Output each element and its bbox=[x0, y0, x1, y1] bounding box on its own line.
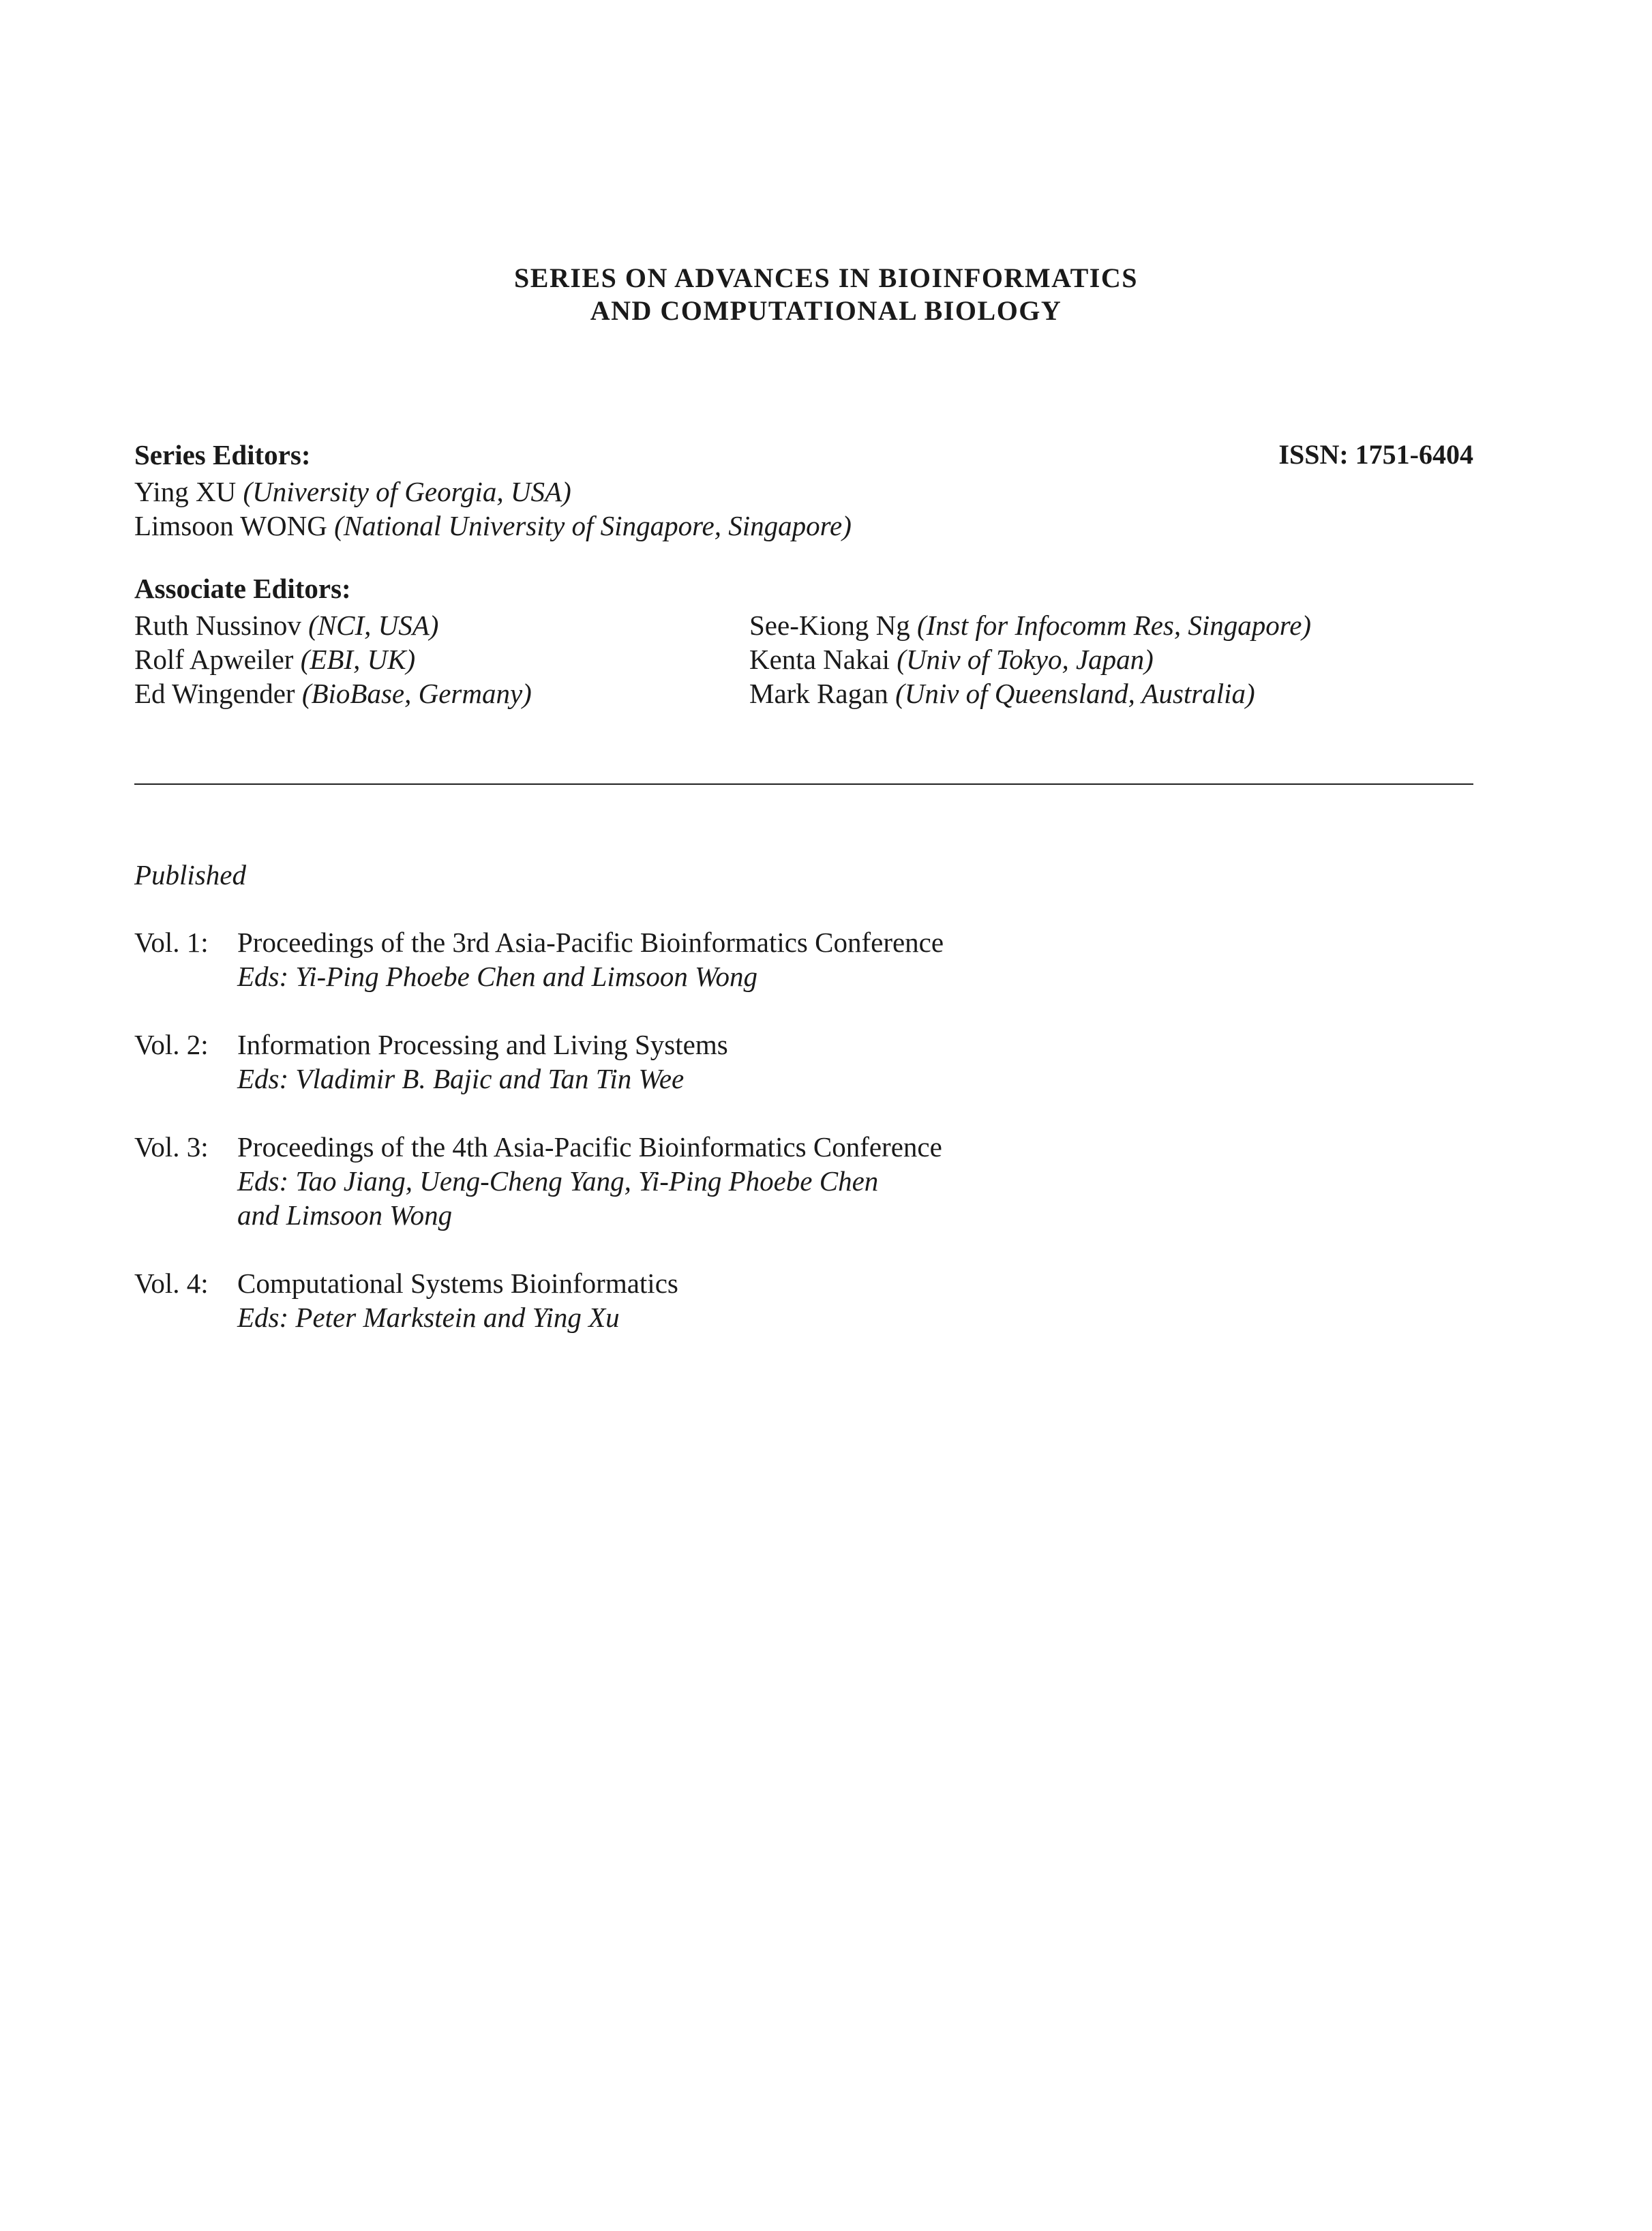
volume-number: Vol. 4: bbox=[134, 1268, 209, 1299]
associate-editor bbox=[134, 608, 532, 642]
editor-affiliation: (EBI, UK) bbox=[300, 644, 416, 675]
volume-title: Computational Systems Bioinformatics bbox=[237, 1268, 678, 1299]
editor-affiliation: (BioBase, Germany) bbox=[301, 678, 532, 709]
volume-editors-continued: and Limsoon Wong bbox=[237, 1199, 453, 1231]
volume-number: Vol. 2: bbox=[134, 1029, 209, 1060]
volume-list bbox=[134, 925, 1362, 1368]
associate-editor bbox=[749, 676, 1311, 710]
editor-name: See-Kiong Ng bbox=[749, 610, 910, 641]
volume-title: Proceedings of the 3rd Asia-Pacific Bioinformatics Conference bbox=[237, 927, 944, 958]
volume-editors: Eds: Tao Jiang, Ueng-Cheng Yang, Yi-Ping Phoebe Chen bbox=[237, 1165, 879, 1197]
series-editor bbox=[134, 475, 1473, 509]
associate-editors-right-column bbox=[749, 608, 1311, 710]
volume-entry bbox=[134, 1266, 1362, 1334]
editor-name: Ed Wingender bbox=[134, 678, 295, 709]
associate-editors-label: Associate Editors: bbox=[134, 573, 351, 604]
series-title bbox=[0, 262, 1652, 327]
editor-name: Rolf Apweiler bbox=[134, 644, 294, 675]
series-editors-list bbox=[134, 475, 1473, 543]
editors-block bbox=[134, 438, 1473, 710]
horizontal-divider bbox=[134, 783, 1473, 785]
volume-entry bbox=[134, 1130, 1362, 1232]
associate-editor bbox=[749, 642, 1311, 676]
volume-number: Vol. 3: bbox=[134, 1131, 209, 1163]
volume-editors: Eds: Peter Markstein and Ying Xu bbox=[237, 1302, 620, 1333]
associate-editor bbox=[134, 642, 532, 676]
editor-affiliation: (Univ of Queensland, Australia) bbox=[895, 678, 1255, 709]
volume-number: Vol. 1: bbox=[134, 927, 209, 958]
editor-affiliation: (University of Georgia, USA) bbox=[243, 476, 571, 507]
issn: ISSN: 1751-6404 bbox=[1278, 439, 1473, 470]
editor-affiliation: (NCI, USA) bbox=[308, 610, 439, 641]
associate-editor bbox=[134, 676, 532, 710]
series-title-line-2: AND COMPUTATIONAL BIOLOGY bbox=[590, 295, 1062, 326]
editor-affiliation: (Univ of Tokyo, Japan) bbox=[897, 644, 1154, 675]
volume-entry bbox=[134, 925, 1362, 993]
editor-name: Limsoon WONG bbox=[134, 510, 327, 541]
editor-affiliation: (National University of Singapore, Singapore) bbox=[334, 510, 852, 541]
associate-editors-grid bbox=[134, 608, 1473, 710]
editor-name: Mark Ragan bbox=[749, 678, 888, 709]
volume-editors: Eds: Yi-Ping Phoebe Chen and Limsoon Wong bbox=[237, 961, 758, 992]
associate-editors-left-column bbox=[134, 608, 532, 710]
associate-editor bbox=[749, 608, 1311, 642]
series-editor bbox=[134, 509, 1473, 543]
series-title-line-1: SERIES ON ADVANCES IN BIOINFORMATICS bbox=[514, 263, 1138, 293]
editor-affiliation: (Inst for Infocomm Res, Singapore) bbox=[916, 610, 1312, 641]
series-editors-label: Series Editors: bbox=[134, 439, 311, 470]
editor-name: Kenta Nakai bbox=[749, 644, 890, 675]
volume-title: Proceedings of the 4th Asia-Pacific Bioinformatics Conference bbox=[237, 1131, 942, 1163]
volume-entry bbox=[134, 1028, 1362, 1096]
volume-editors: Eds: Vladimir B. Bajic and Tan Tin Wee bbox=[237, 1063, 685, 1094]
published-label: Published bbox=[134, 859, 246, 890]
volume-title: Information Processing and Living Systems bbox=[237, 1029, 728, 1060]
editor-name: Ruth Nussinov bbox=[134, 610, 301, 641]
editor-name: Ying XU bbox=[134, 476, 237, 507]
